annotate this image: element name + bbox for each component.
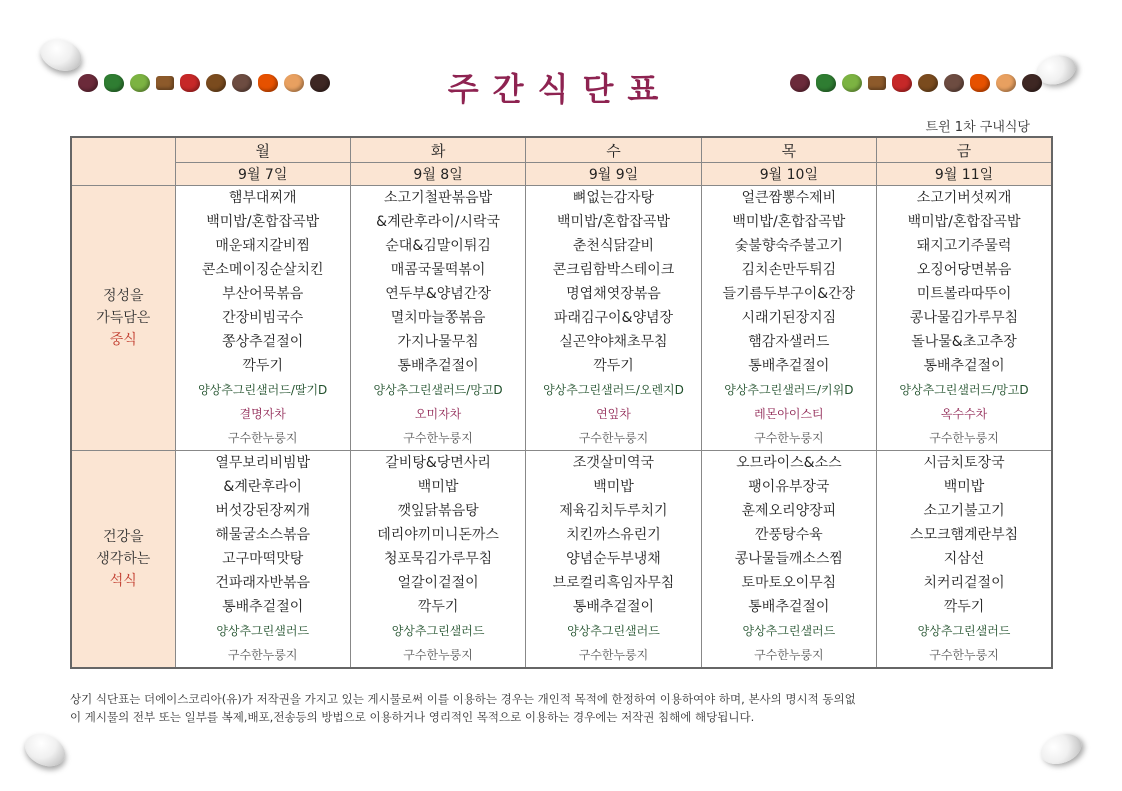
- weekday-label: 금: [877, 137, 1052, 163]
- menu-item: 연두부&양념간장: [385, 286, 491, 302]
- menu-item: 훈제오리양장피: [741, 503, 837, 519]
- pushpin-icon: [20, 728, 71, 773]
- lunch-menu-cell: [526, 186, 701, 451]
- menu-item: 브로컬리흑임자무침: [552, 575, 675, 591]
- menu-item: 양상추그린샐러드/딸기D: [198, 383, 328, 397]
- weekday-label: 월: [175, 137, 350, 163]
- menu-item: 실곤약야채초무침: [559, 334, 668, 350]
- lunch-menu-cell: [701, 186, 876, 451]
- menu-item: 구수한누룽지: [403, 431, 473, 445]
- menu-item: 구수한누룽지: [578, 648, 649, 662]
- menu-item: 부산어묵볶음: [222, 286, 304, 302]
- menu-item: 순대&김말이튀김: [385, 238, 491, 254]
- vegetable-icon: [944, 74, 964, 92]
- menu-item: 가지나물무침: [397, 334, 479, 350]
- menu-item: 구수한누룽지: [227, 431, 298, 445]
- menu-item: 얼큰짬뽕수제비: [741, 190, 837, 206]
- menu-item: 양상추그린샐러드/오렌지D: [543, 383, 684, 397]
- menu-item: 파래김구이&양념장: [553, 310, 674, 326]
- menu-item: 토마토오이무침: [741, 575, 837, 591]
- menu-item: 매운돼지갈비찜: [215, 238, 311, 254]
- menu-item: 해물굴소스볶음: [215, 527, 311, 543]
- menu-item: 지삼선: [943, 551, 985, 567]
- menu-item: 백미밥: [417, 479, 459, 495]
- menu-item: 얼갈이겉절이: [397, 575, 479, 591]
- menu-item: 햄감자샐러드: [748, 334, 830, 350]
- dinner-menu-cell: [350, 451, 525, 669]
- menu-item: 구수한누룽지: [754, 431, 824, 445]
- menu-item: 백미밥/혼합잡곡밥: [732, 214, 846, 230]
- menu-item: 버섯강된장찌개: [215, 503, 311, 519]
- menu-item: 콩나물김가루무침: [909, 310, 1019, 326]
- menu-item: 통배추겉절이: [748, 358, 830, 374]
- menu-item: 시래기된장지짐: [741, 310, 837, 326]
- date-label: 9월 11일: [877, 163, 1052, 186]
- menu-item: &계란후라이/시락국: [376, 214, 500, 230]
- date-label: 9월 9일: [526, 163, 701, 186]
- menu-item: 옥수수차: [940, 407, 988, 421]
- menu-item: 구수한누룽지: [929, 648, 999, 662]
- lunch-label: 정성을 가득담은 중식: [71, 186, 175, 451]
- vegetable-icon: [918, 74, 938, 92]
- lunch-menu-cell: [877, 186, 1052, 451]
- menu-item: 오징어당면볶음: [916, 262, 1012, 278]
- menu-item: 멸치마늘쫑볶음: [390, 310, 486, 326]
- menu-item: 숯불향숙주불고기: [734, 238, 843, 254]
- menu-item: 청포묵김가루무침: [383, 551, 493, 567]
- menu-item: 구수한누룽지: [754, 648, 824, 662]
- menu-item: 오미자차: [414, 407, 462, 421]
- table-corner: [71, 137, 175, 186]
- menu-item: 백미밥: [593, 479, 634, 495]
- menu-item: 구수한누룽지: [403, 648, 473, 662]
- menu-item: 깐풍탕수육: [755, 527, 823, 543]
- weekday-label: 수: [526, 137, 701, 163]
- menu-item: 미트볼라따뚜이: [916, 286, 1012, 302]
- vegetable-icon: [970, 74, 990, 92]
- menu-item: 갈비탕&당면사리: [385, 455, 491, 471]
- menu-item: 통배추겉절이: [923, 358, 1005, 374]
- menu-item: 팽이유부장국: [748, 479, 830, 495]
- weekday-header-row: [71, 137, 1052, 163]
- menu-item: 들기름두부구이&간장: [722, 286, 856, 302]
- menu-item: 제육김치두루치기: [559, 503, 668, 519]
- menu-item: 결명자차: [239, 407, 286, 421]
- pushpin-icon: [1036, 729, 1085, 770]
- menu-item: 춘천식닭갈비: [572, 238, 655, 254]
- menu-item: 고구마떡맛탕: [222, 551, 304, 567]
- menu-item: 소고기버섯찌개: [916, 190, 1012, 206]
- menu-item: 통배추겉절이: [397, 358, 479, 374]
- dinner-menu-cell: [175, 451, 350, 669]
- menu-item: 뼈없는감자탕: [572, 190, 655, 206]
- menu-item: 건파래자반볶음: [215, 575, 311, 591]
- menu-item: 쫑상추겉절이: [222, 334, 304, 350]
- menu-item: 치킨까스유린기: [566, 527, 661, 543]
- menu-item: 양상추그린샐러드: [917, 624, 1011, 638]
- menu-item: 돌나물&초고추장: [911, 334, 1017, 350]
- menu-item: 간장비빔국수: [222, 310, 304, 326]
- menu-item: 명엽채엿장볶음: [566, 286, 661, 302]
- menu-item: 햄부대찌개: [228, 190, 297, 206]
- menu-item: 양상추그린샐러드/키위D: [724, 383, 854, 397]
- menu-item: 깍두기: [242, 358, 283, 374]
- menu-item: 치커리겉절이: [923, 575, 1005, 591]
- weekday-label: 목: [701, 137, 876, 163]
- menu-item: 구수한누룽지: [227, 648, 298, 662]
- cafeteria-name: 트윈 1차 구내식당: [925, 120, 1030, 135]
- weekday-label: 화: [350, 137, 525, 163]
- menu-item: 연잎차: [596, 407, 631, 421]
- vegetable-decoration-right: [790, 74, 1042, 92]
- dinner-menu-cell: [526, 451, 701, 669]
- dinner-label: 건강을 생각하는 석식: [71, 451, 175, 669]
- menu-item: 깻잎닭볶음탕: [397, 503, 479, 519]
- menu-item: 양상추그린샐러드/망고D: [899, 383, 1029, 397]
- menu-item: 깍두기: [593, 358, 634, 374]
- lunch-menu-cell: [175, 186, 350, 451]
- menu-item: 통배추겉절이: [222, 599, 304, 615]
- dinner-menu-cell: [701, 451, 876, 669]
- menu-item: 구수한누룽지: [578, 431, 649, 445]
- date-header-row: [71, 163, 1052, 186]
- menu-item: 콘크림함박스테이크: [552, 262, 675, 278]
- menu-item: 통배추겉절이: [748, 599, 830, 615]
- dinner-row: [71, 451, 1052, 669]
- menu-item: 레몬아이스티: [754, 407, 824, 421]
- vegetable-icon: [790, 74, 810, 92]
- vegetable-icon: [842, 74, 862, 92]
- menu-item: 콘소메이징순살치킨: [201, 262, 324, 278]
- date-label: 9월 7일: [175, 163, 350, 186]
- menu-item: 데리야끼미니돈까스: [377, 527, 499, 543]
- vegetable-icon: [1022, 74, 1042, 92]
- menu-item: 스모크햄계란부침: [909, 527, 1019, 543]
- menu-item: 양념순두부냉채: [566, 551, 661, 567]
- menu-item: 김치손만두튀김: [741, 262, 837, 278]
- menu-item: 백미밥: [943, 479, 985, 495]
- vegetable-icon: [868, 76, 886, 90]
- menu-item: 돼지고기주물럭: [916, 238, 1012, 254]
- vegetable-icon: [892, 74, 912, 92]
- menu-item: 양상추그린샐러드: [216, 624, 310, 638]
- date-label: 9월 10일: [701, 163, 876, 186]
- page-title: 주간식단표: [447, 70, 673, 108]
- lunch-row: [71, 186, 1052, 451]
- menu-item: 콩나물들깨소스찜: [734, 551, 843, 567]
- menu-item: 양상추그린샐러드: [742, 624, 836, 638]
- vegetable-icon: [996, 74, 1016, 92]
- dinner-menu-cell: [877, 451, 1052, 669]
- vegetable-icon: [816, 74, 836, 92]
- menu-item: 구수한누룽지: [929, 431, 999, 445]
- menu-item: 깍두기: [943, 599, 985, 615]
- menu-item: 양상추그린샐러드: [567, 624, 660, 638]
- weekly-menu-table: [70, 136, 1053, 669]
- menu-item: 백미밥/혼합잡곡밥: [557, 214, 670, 230]
- menu-item: 백미밥/혼합잡곡밥: [206, 214, 320, 230]
- menu-item: 오므라이스&소스: [736, 455, 842, 471]
- menu-item: 조갯살미역국: [572, 455, 655, 471]
- menu-item: 매콤국물떡볶이: [390, 262, 486, 278]
- date-label: 9월 8일: [350, 163, 525, 186]
- menu-item: 통배추겉절이: [572, 599, 655, 615]
- menu-item: 소고기불고기: [923, 503, 1005, 519]
- copyright-notice: 상기 식단표는 더에이스코리아(유)가 저작권을 가지고 있는 게시물로써 이를 이용하는 경우는 개인적 목적에 한정하여 이용하여야 하며, 본사의 명시적 동의없 이 게시물의 전부 또는 일부를 복제,배포,전송등의 방법으로 이용하거나 영리적인 목적으로 이용하는 경우에는 저작권 침해에 해당됩니다.: [70, 692, 856, 724]
- menu-item: 양상추그린샐러드/망고D: [373, 383, 503, 397]
- menu-item: 양상추그린샐러드: [391, 624, 485, 638]
- menu-item: &계란후라이: [223, 479, 302, 495]
- menu-item: 열무보리비빔밥: [215, 455, 311, 471]
- lunch-menu-cell: [350, 186, 525, 451]
- menu-header: [70, 60, 1050, 108]
- menu-item: 소고기철판볶음밥: [383, 190, 493, 206]
- menu-item: 깍두기: [417, 599, 459, 615]
- menu-item: 시금치토장국: [923, 455, 1005, 471]
- menu-item: 백미밥/혼합잡곡밥: [907, 214, 1021, 230]
